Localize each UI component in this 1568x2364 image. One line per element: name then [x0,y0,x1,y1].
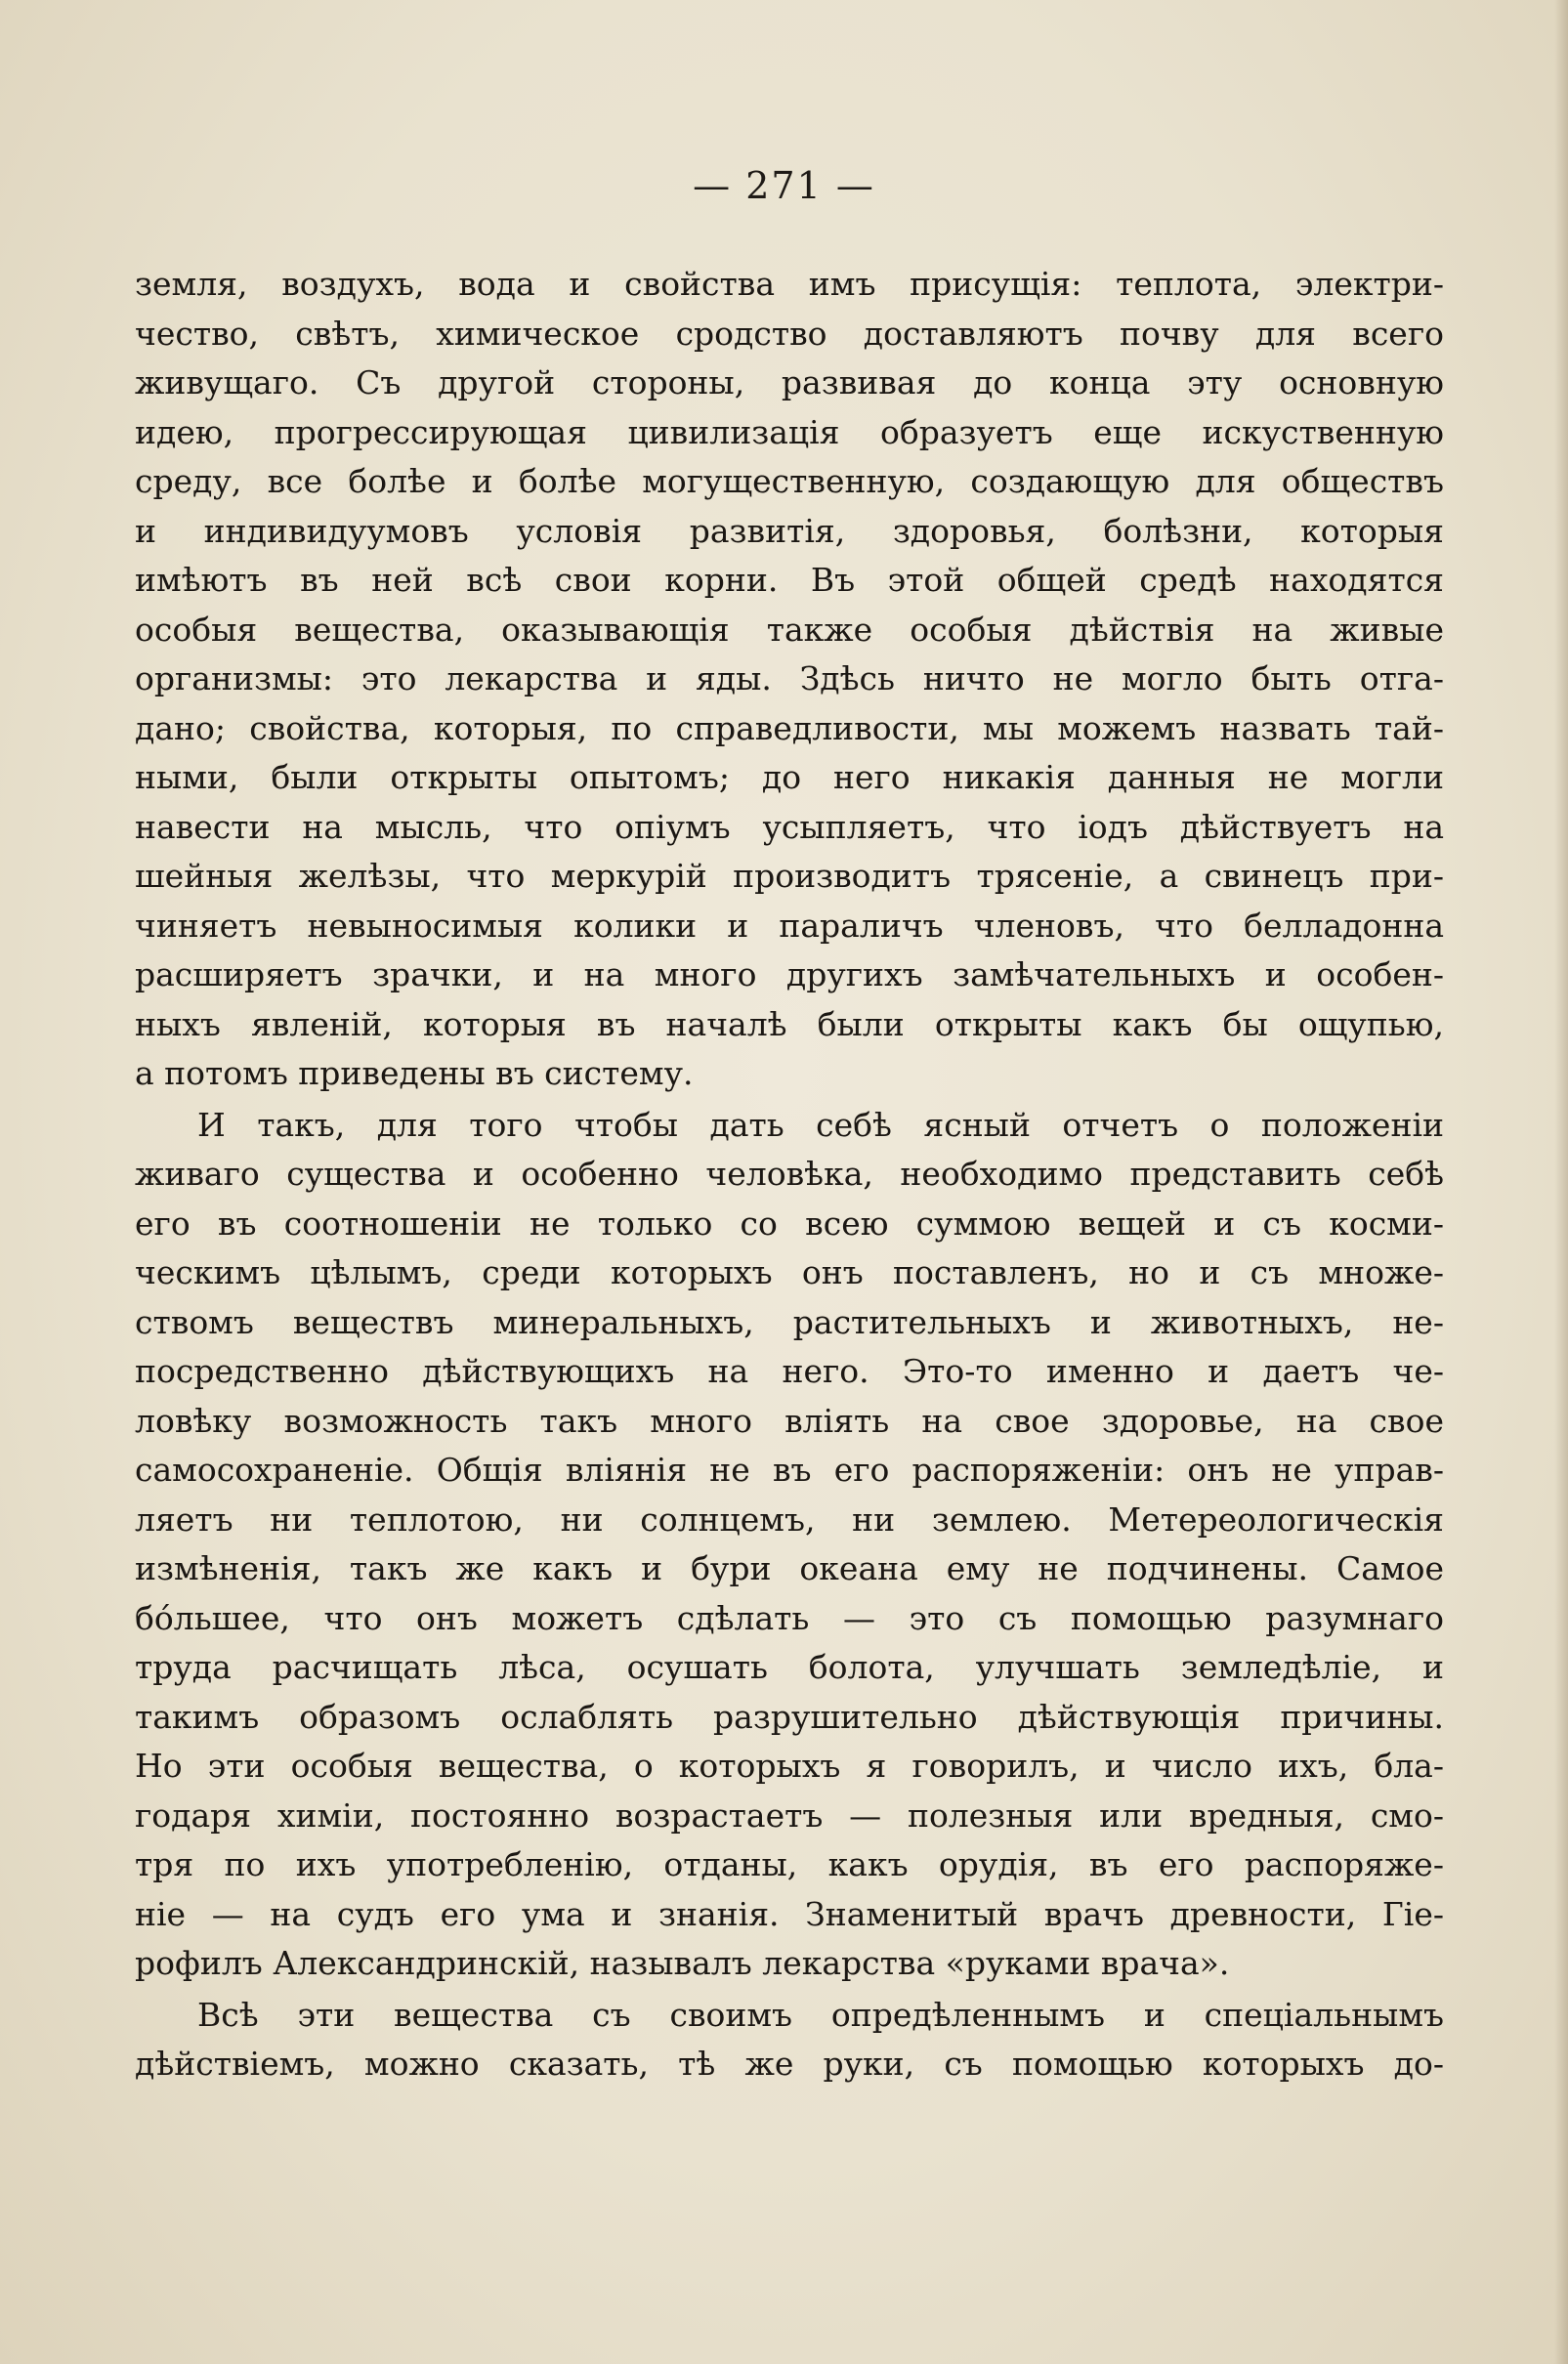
text-line: ляетъ ни теплотою, ни солнцемъ, ни землею. Метереологическія [135,1499,1444,1539]
text-line: среду, все болѣе и болѣе могущественную, создающую для обществъ [135,462,1444,500]
text-line: и индивидуумовъ условія развитія, здоровья, болѣзни, которыя [135,511,1444,550]
text-line: расширяетъ зрачки, и на много другихъ замѣчательныхъ и особен- [135,955,1444,993]
page-edge-shadow [1554,0,1568,2364]
text-line: дано; свойства, которыя, по справедливости, мы можемъ назвать тай- [135,708,1444,747]
text-line: Но эти особыя вещества, о которыхъ я говорилъ, и число ихъ, бла- [135,1747,1444,1785]
text-line: шейныя желѣзы, что меркурій производитъ трясеніе, а свинецъ при- [135,857,1444,895]
paragraph-start-line: И такъ, для того чтобы дать себѣ ясный отчетъ о положеніи [197,1105,1444,1144]
body-text [135,260,1444,2090]
text-line: ніе — на судъ его ума и знанія. Знаменитый врачъ древности, Гіе- [135,1894,1444,1933]
text-line: ныхъ явленій, которыя въ началѣ были открыты какъ бы ощупью, [135,1004,1444,1043]
text-line: ствомъ веществъ минеральныхъ, растительныхъ и животныхъ, не- [135,1302,1444,1341]
text-line: земля, воздухъ, вода и свойства имъ присущія: теплота, электри- [135,265,1444,303]
text-line: навести на мысль, что опіумъ усыпляетъ, что іодъ дѣйствуетъ на [135,807,1444,846]
text-line: самосохраненіе. Общія вліянія не въ его распоряженіи: онъ не управ- [135,1451,1444,1489]
paragraph-start-line: Всѣ эти вещества съ своимъ опредѣленнымъ и спеціальнымъ [197,1995,1444,2034]
text-line: посредственно дѣйствующихъ на него. Это-то именно и даетъ че- [135,1352,1444,1390]
text-line: ными, были открыты опытомъ; до него никакія данныя не могли [135,758,1444,796]
text-line: бо́льшее, что онъ можетъ сдѣлать — это съ помощью разумнаго [135,1598,1444,1637]
text-line: организмы: это лекарства и яды. Здѣсь ничто не могло быть отга- [135,659,1444,697]
page-number: — 271 — [693,164,875,207]
text-line: измѣненія, такъ же какъ и бури океана ему не подчинены. Самое [135,1549,1444,1587]
text-line: ловѣку возможность такъ много вліять на свое здоровье, на свое [135,1401,1444,1440]
text-line: а потомъ приведены въ систему. [135,1054,694,1092]
text-line: живущаго. Съ другой стороны, развивая до конца эту основную [135,363,1444,401]
text-line: чиняетъ невыносимыя колики и параличъ членовъ, что белладонна [135,906,1444,945]
text-line: его въ соотношеніи не только со всею суммою вещей и съ косми- [135,1203,1444,1243]
text-line: чество, свѣтъ, химическое сродство доставляютъ почву для всего [135,314,1444,353]
text-line: живаго существа и особенно человѣка, необходимо представить себѣ [135,1155,1444,1193]
text-line: имѣютъ въ ней всѣ свои корни. Въ этой общей средѣ находятся [135,561,1444,599]
text-line: дѣйствіемъ, можно сказать, тѣ же руки, съ помощью которыхъ до- [135,2045,1444,2083]
text-line: годаря химіи, постоянно возрастаетъ — полезныя или вредныя, смо- [135,1795,1444,1835]
text-line: труда расчищать лѣса, осушать болота, улучшать земледѣліе, и [135,1648,1444,1686]
text-line: такимъ образомъ ослаблять разрушительно дѣйствующія причины. [135,1697,1444,1736]
text-line: особыя вещества, оказывающія также особыя дѣйствія на живые [135,610,1444,649]
text-line: идею, прогрессирующая цивилизація образуетъ еще искуственную [135,412,1444,451]
text-line: тря по ихъ употребленію, отданы, какъ орудія, въ его распоряже- [135,1845,1444,1883]
text-line: ческимъ цѣлымъ, среди которыхъ онъ поставленъ, но и съ множе- [135,1253,1444,1291]
text-line: рофилъ Александринскій, называлъ лекарства «руками врача». [135,1944,1230,1982]
